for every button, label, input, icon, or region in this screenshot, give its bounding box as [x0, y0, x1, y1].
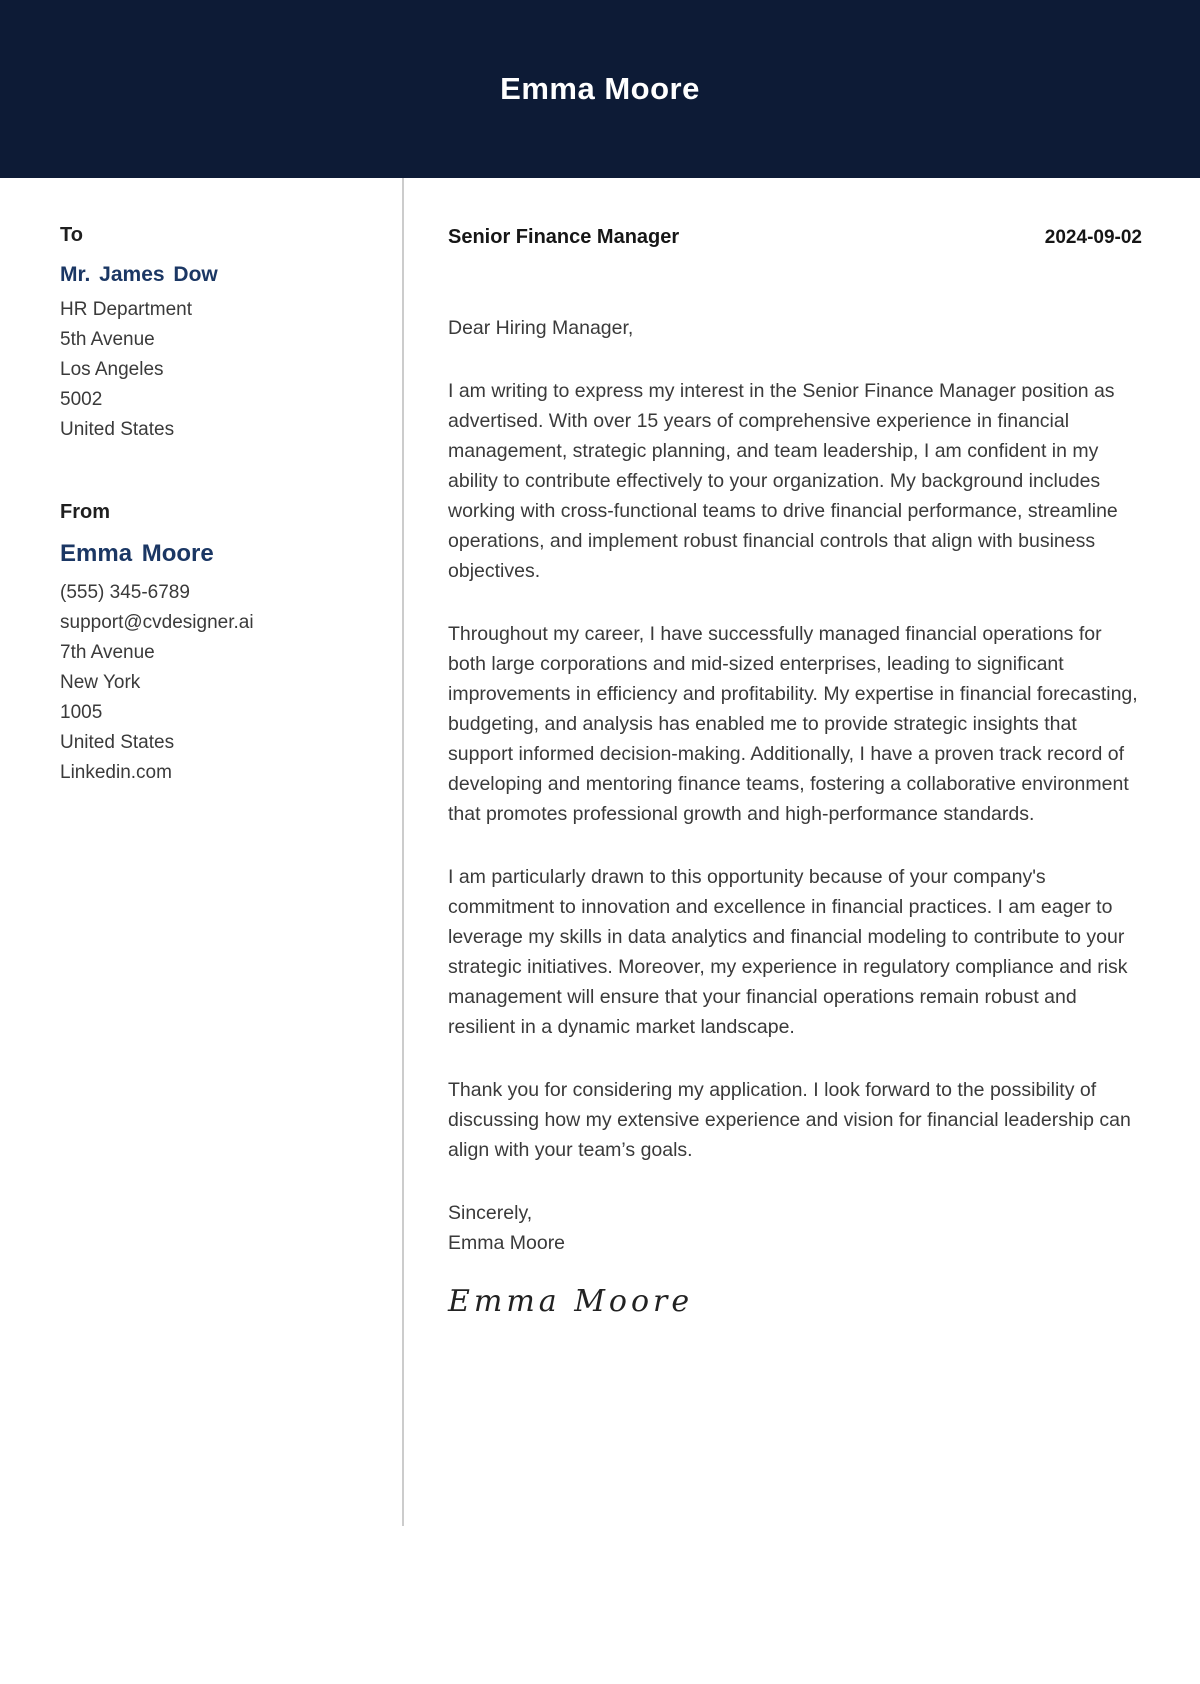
recipient-line: 5002 — [60, 389, 103, 410]
contact-sidebar — [60, 224, 380, 788]
column-divider — [402, 178, 404, 1526]
recipient-name: Mr. James Dow — [60, 263, 218, 286]
recipient-line: Los Angeles — [60, 359, 164, 380]
sender-name: Emma Moore — [60, 540, 214, 567]
sender-line: 1005 — [60, 702, 103, 723]
recipient-line: United States — [60, 419, 175, 440]
recipient-label: To — [60, 224, 83, 246]
sender-phone: (555) 345-6789 — [60, 582, 190, 603]
sender-label: From — [60, 501, 110, 523]
sender-line: 7th Avenue — [60, 642, 155, 663]
header-name: Emma Moore — [500, 71, 700, 106]
salutation: Dear Hiring Manager, — [448, 317, 634, 339]
closing-name: Emma Moore — [448, 1232, 566, 1254]
recipient-line: 5th Avenue — [60, 329, 155, 350]
sender-line: United States — [60, 732, 175, 753]
job-title: Senior Finance Manager — [448, 226, 680, 248]
sender-linkedin: Linkedin.com — [60, 762, 172, 783]
sender-email: support@cvdesigner.ai — [60, 612, 254, 633]
recipient-line: HR Department — [60, 299, 192, 320]
recipient-block — [60, 224, 380, 445]
letter-date: 2024-09-02 — [1044, 227, 1142, 248]
sender-block — [60, 501, 380, 788]
letter-body — [448, 226, 1142, 1319]
paragraph: Throughout my career, I have successfully managed financial operations for both large corporations and mid-sized enterprises, leading to significant improvements in efficiency and profitability. My expertise in financial forecasting, budgeting, and analysis has enabled me to provide strategic insights that support informed decision-making. Additionally, I have a proven track record of developing and mentoring finance teams, fostering a collaborative environment that promotes professional growth and high-performance standards. — [448, 623, 1138, 825]
paragraph: I am writing to express my interest in the Senior Finance Manager position as advertised. With over 15 years of comprehensive experience in financial management, strategic planning, and team leadership, I am confident in my ability to contribute effectively to your organization. My background includes working with cross-functional teams to drive financial performance, streamline operations, and implement robust financial controls that align with business objectives. — [448, 380, 1118, 582]
paragraph: I am particularly drawn to this opportunity because of your company's commitment to innovation and excellence in financial practices. I am eager to leverage my skills in data analytics and financial modeling to contribute to your strategic initiatives. Moreover, my experience in regulatory compliance and risk management will ensure that your financial operations remain robust and resilient in a dynamic market landscape. — [448, 866, 1128, 1038]
title-row — [448, 226, 1142, 249]
sender-line: New York — [60, 672, 141, 693]
signature-script: Emma Moore — [448, 1284, 694, 1319]
closing-block — [448, 1198, 1142, 1258]
letter-header — [0, 0, 1200, 178]
paragraph: Thank you for considering my application. I look forward to the possibility of discussing how my extensive experience and vision for financial leadership can align with your team’s goals. — [448, 1079, 1131, 1161]
closing-word: Sincerely, — [448, 1202, 533, 1224]
